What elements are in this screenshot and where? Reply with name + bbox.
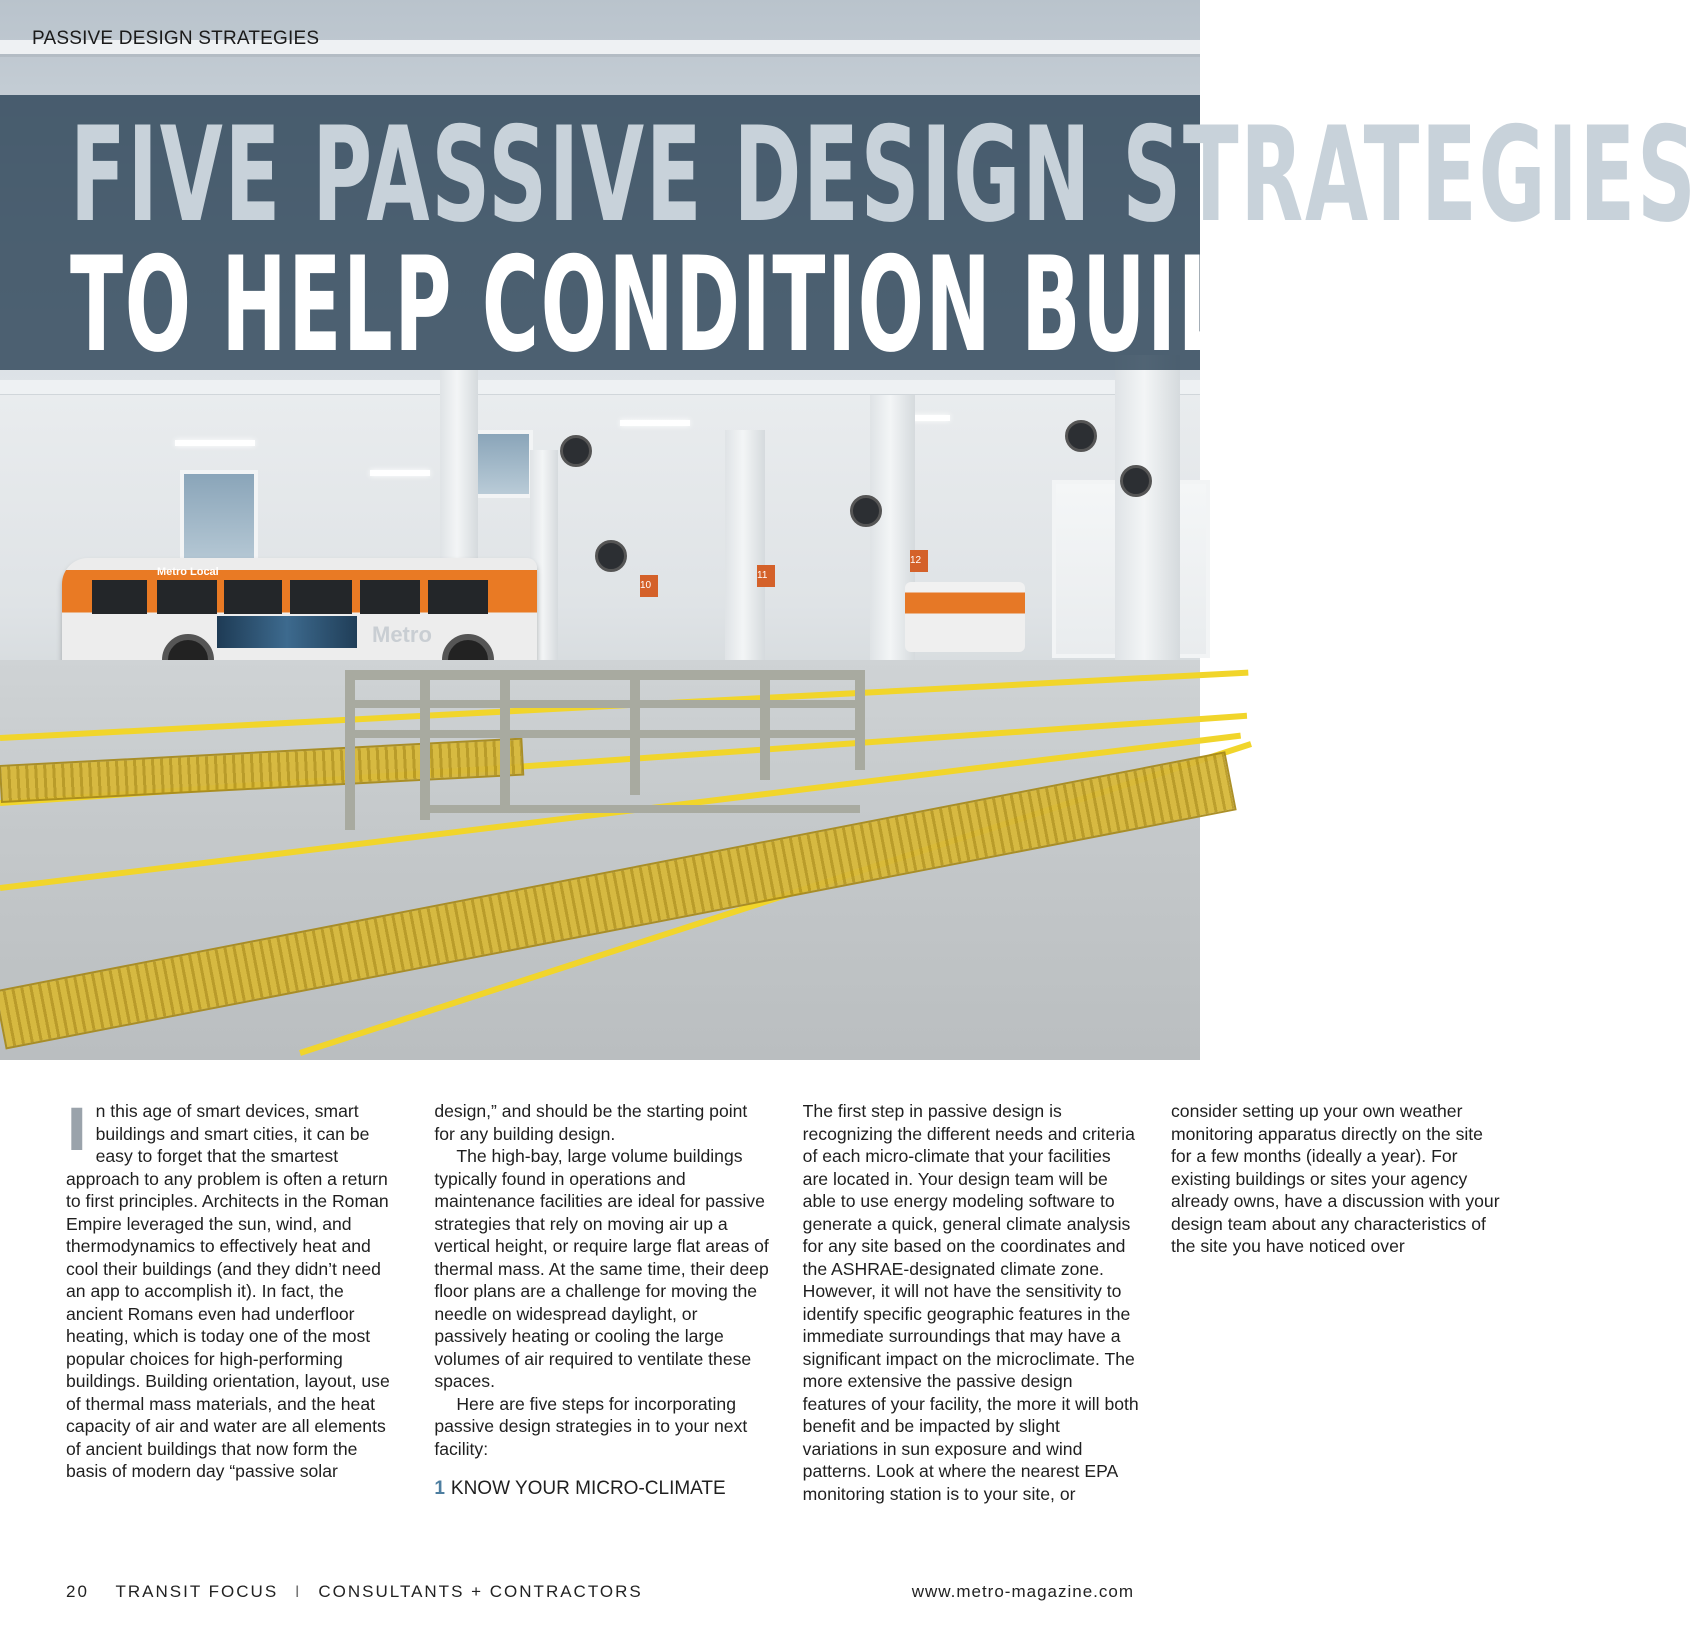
hose-reel [850, 495, 882, 527]
distant-bus [905, 582, 1025, 652]
bus-window [224, 580, 282, 614]
railing-post [420, 670, 430, 820]
metro-bus [62, 558, 537, 676]
page-title-line-1: FIVE PASSIVE DESIGN STRATEGIES [70, 100, 1698, 252]
railing-post [630, 670, 640, 795]
bus-window [157, 580, 217, 614]
railing-post [760, 670, 770, 780]
hose-reel [1120, 465, 1152, 497]
footer-left [66, 1582, 643, 1602]
bus-logo-text: Metro [372, 622, 432, 647]
publication-name: TRANSIT FOCUS [115, 1582, 279, 1601]
paragraph: Here are five steps for incorporating passive design strategies in to your next facility: [434, 1393, 748, 1459]
column [725, 430, 765, 660]
drop-cap: I [66, 1096, 88, 1164]
ceiling-light [175, 440, 255, 446]
footer-separator: I [294, 1582, 302, 1601]
bay-number-sign: 11 [757, 565, 775, 587]
railing-post [345, 670, 355, 830]
section-label: PASSIVE DESIGN STRATEGIES [32, 28, 320, 49]
hose-reel [1065, 420, 1097, 452]
railing-post [855, 670, 865, 770]
bus-window [428, 580, 488, 614]
subhead-number: 1 [434, 1478, 445, 1499]
article-body [66, 1096, 1500, 1520]
bus-window [290, 580, 352, 614]
ceiling-light [370, 470, 430, 476]
publication-section: CONSULTANTS + CONTRACTORS [318, 1582, 643, 1601]
bay-number-sign: 10 [640, 575, 658, 597]
paragraph: The first step in passive design is recognizing the different needs and criteria of each micro-climate that your facilities are located in. Your design team will be able to use energy modeling software to generate a quick, general climate analysis for any site based on the coordinates and the ASHRAE-designated climate zone. However, it will not have the sensitivity to identify specific geographic features in the immediate surroundings that may have a significant impact on the microclimate. The more extensive the passive design features of your facility, the more it will both benefit and be impacted by slight variations in sun exposure and wind patterns. Look at where the nearest EPA monitoring station is to your site, or consider setting up your own weather monitoring apparatus directly on the site for a few months (ideally a year). For existing buildings or sites your agency already owns, have a discussion with your design team about any characteristics of the site you have noticed over [802, 1101, 1500, 1504]
ceiling-light [620, 420, 690, 426]
ceiling-beam [0, 380, 1200, 394]
platform-railing [420, 805, 860, 813]
column [1115, 355, 1180, 700]
subhead-text: KNOW YOUR MICRO-CLIMATE [450, 1478, 726, 1499]
intro-text: n this age of smart devices, smart buildings and smart cities, it can be easy to forget that the smartest approach to any problem is often a return to first principles. Architects in the Roman Empire leveraged the sun, wind, and thermodynamics to effectively heat and cool their buildings (and they didn’t need an app to accomplish it). In fact, the ancient Romans even had underfloor heating, which is today one of the most popular choices for high-performing buildings. Building orientation, layout, use of thermal mass materials, and the heat capacity of air and water are all elements of ancient buildings that now form the basis of modern day “passive solar design,” and should be the starting point for any building design. [66, 1101, 748, 1481]
hose-reel [595, 540, 627, 572]
website-link[interactable]: www.metro-magazine.com [911, 1582, 1134, 1601]
paragraph: The high-bay, large volume buildings typically found in operations and maintenance facilities are ideal for passive strategies that rely on moving air up a vertical height, or require large flat areas of thermal mass. At the same time, their deep floor plans are a challenge for moving the needle on widespread daylight, or passively heating or cooling the large volumes of air required to ventilate these spaces. [434, 1146, 769, 1391]
bus-label: Metro Local [157, 566, 219, 578]
hose-reel [560, 435, 592, 467]
page-number: 20 [66, 1582, 89, 1601]
railing-post [500, 670, 510, 805]
page-title-line-2: TO HELP CONDITION BUILDINGS [70, 230, 1517, 382]
bus-advertisement [217, 616, 357, 648]
bay-number-sign: 12 [910, 550, 928, 572]
bus-window [92, 580, 147, 614]
bus-window [360, 580, 420, 614]
section-subhead [434, 1478, 770, 1500]
